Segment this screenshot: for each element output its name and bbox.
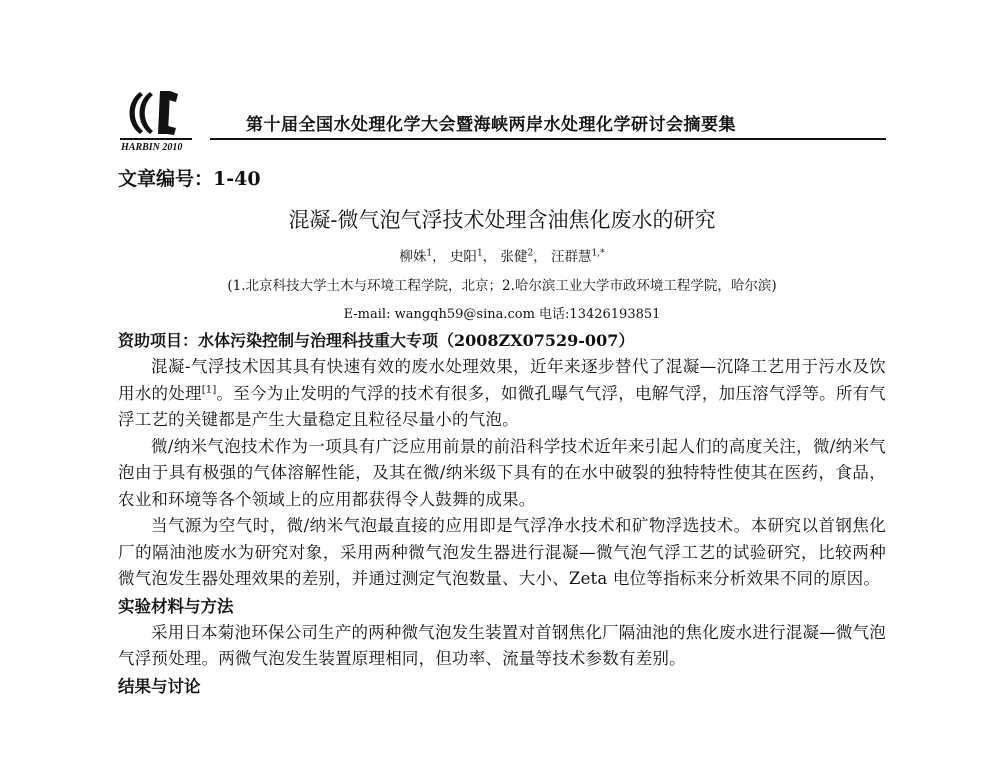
author-name: 柳姝 xyxy=(399,249,427,265)
body-paragraph-3: 当气源为空气时，微/纳米气泡最直接的应用即是气浮净水技术和矿物浮选技术。本研究以首钢焦化厂的隔油池废水为研究对象，采用两种微气泡发生器进行混凝—微气泡气浮工艺的试验研究，比较两种微气泡发生器处理效果的差别，并通过测定气泡数量、大小、Zeta 电位等指标来分析效果不同的原因。 xyxy=(118,516,886,588)
author-affiliations: (1.北京科技大学土木与环境工程学院，北京；2.哈尔滨工业大学市政环境工程学院，哈尔滨) xyxy=(227,278,777,294)
conference-header xyxy=(118,88,886,152)
body-paragraph-2: 微/纳米气泡技术作为一项具有广泛应用前景的前沿科学技术近年来引起人们的高度关注，微/纳米气泡由于具有极强的气体溶解性能，及其在微/纳米级下具有的在水中破裂的独特特性使其在医药，食品，农业和环境等各个领域上的应用都获得令人鼓舞的成果。 xyxy=(118,436,886,509)
funding-statement: 资助项目：水体污染控制与治理科技重大专项（2008ZX07529-007） xyxy=(118,331,635,350)
body-paragraph-1 xyxy=(118,354,886,434)
citation-mark: [1] xyxy=(201,384,217,395)
section-heading-results: 结果与讨论 xyxy=(118,676,201,696)
section-heading-methods: 实验材料与方法 xyxy=(118,596,234,616)
paper-title: 混凝-微气泡气浮技术处理含油焦化废水的研究 xyxy=(288,208,716,232)
paragraph-text: 。至今为止发明的气浮的技术有很多，如微孔曝气气浮，电解气浮，加压溶气浮等。所有气浮工艺的关键都是产生大量稳定且粒径尽量小的气泡。 xyxy=(118,383,887,429)
author-affiliation-mark: 1,* xyxy=(591,248,605,259)
contact-info: E-mail: wangqh59@sina.com 电话:13426193851 xyxy=(343,307,661,322)
author-separator: ， xyxy=(432,249,446,265)
author-list xyxy=(118,244,886,270)
author-affiliation-mark: 1 xyxy=(426,248,433,259)
conference-title: 第十届全国水处理化学大会暨海峡两岸水处理化学研讨会摘要集 xyxy=(246,115,736,135)
paragraph-text: 混凝-气浮技术因其具有快速有效的废水处理效果，近年来逐步替代了混凝—沉降工艺用于污水及饮用水的处理 xyxy=(118,357,886,403)
author-name: 史阳 xyxy=(449,249,477,265)
author-name: 汪群慧 xyxy=(551,249,592,265)
header-rule xyxy=(210,138,886,140)
article-number: 文章编号：1-40 xyxy=(118,168,261,190)
author-affiliation-mark: 2 xyxy=(527,248,534,259)
author-name: 张健 xyxy=(500,249,528,265)
paper-content xyxy=(118,162,886,700)
conference-logo xyxy=(118,88,198,152)
logo-text: HARBIN 2010 xyxy=(121,142,183,152)
author-separator: ， xyxy=(482,249,497,265)
body-paragraph-4: 采用日本菊池环保公司生产的两种微气泡发生装置对首钢焦化厂隔油池的焦化废水进行混凝—微气泡气浮预处理。两微气泡发生装置原理相同，但功率、流量等技术参数有差别。 xyxy=(118,622,886,668)
author-affiliation-mark: 1 xyxy=(476,248,483,259)
author-separator: ， xyxy=(533,249,547,265)
